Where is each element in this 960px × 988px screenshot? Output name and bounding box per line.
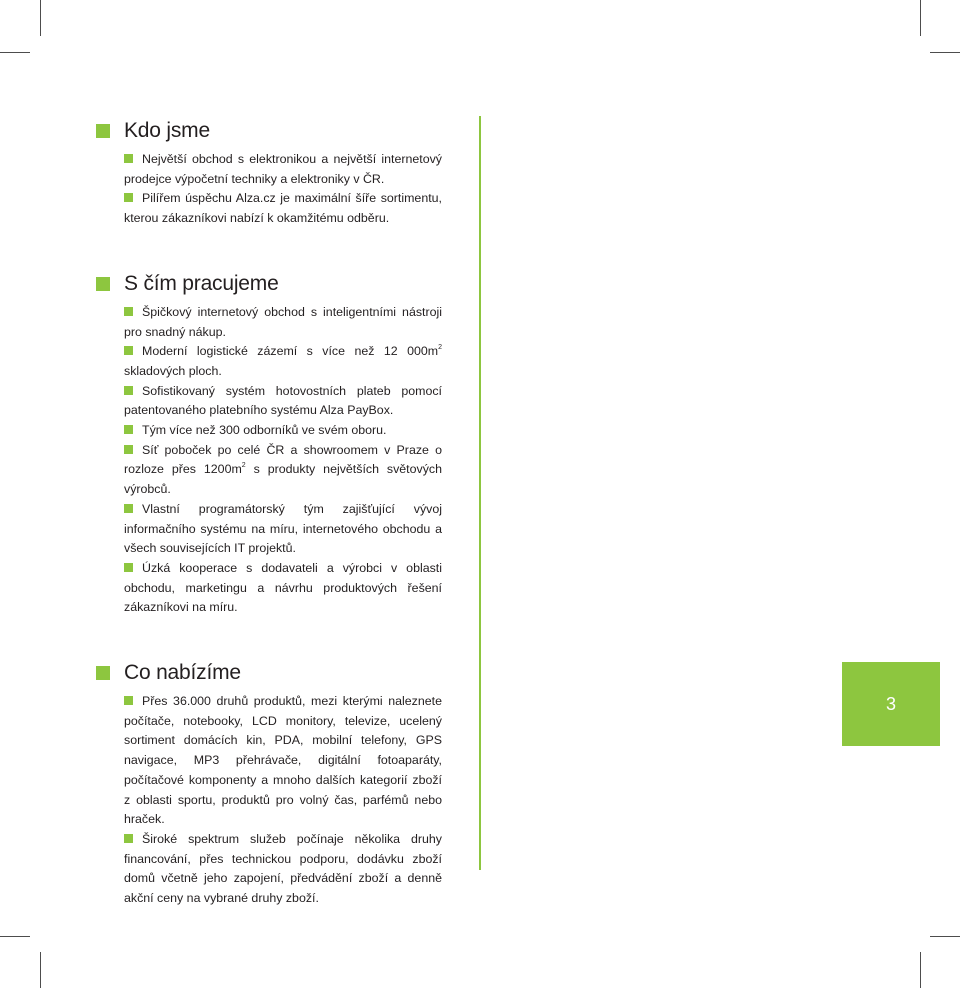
list-item: Tým více než 300 odborníků ve svém oboru.: [124, 421, 442, 441]
list-item: Přes 36.000 druhů produktů, mezi kterými naleznete počítače, notebooky, LCD monitory, televize, ucelený sortiment domácích kin, PDA, mobilní telefony, GPS navigace, MP3 přehrávače, digitální fotoaparáty, počítačové komponenty a mnoho dalších kategorií zboží z oblasti sportu, produktů pro volný čas, parfémů nebo hraček.: [124, 694, 442, 827]
crop-mark-bottom-right-h: [930, 936, 960, 937]
section-kdo-jsme: [96, 116, 442, 229]
square-bullet-icon: [124, 346, 133, 355]
list-item: Sofistikovaný systém hotovostních plateb pomocí patentovaného platebního systému Alza PayBox.: [124, 383, 442, 418]
square-bullet-icon: [124, 307, 133, 316]
vertical-divider: [479, 116, 481, 870]
list-item: Největší obchod s elektronikou a největší internetový prodejce výpočetní techniky a elektroniky v ČR.: [124, 152, 442, 186]
square-bullet-icon: [96, 277, 110, 291]
page-number-tab: [842, 662, 940, 746]
section-co-nabizime: [96, 658, 442, 909]
square-bullet-icon: [124, 834, 133, 843]
list-item: Síť poboček po celé ČR a showroomem v Praze o rozloze přes $1200m^2$ s produkty největších světových výrobců.: [124, 442, 442, 497]
bullet-list: [96, 303, 442, 618]
section-title: Co nabízíme: [124, 661, 241, 685]
crop-mark-top-right: [920, 0, 921, 36]
square-bullet-icon: [124, 154, 133, 163]
section-heading: [96, 658, 442, 688]
bullet-list: [96, 150, 442, 229]
square-bullet-icon: [96, 124, 110, 138]
crop-mark-bottom-right: [920, 952, 921, 988]
list-item: Špičkový internetový obchod s inteligentními nástroji pro snadný nákup.: [124, 304, 442, 339]
list-item: Široké spektrum služeb počínaje několika druhy financování, přes technickou podporu, dodávku zboží domů včetně jeho zapojení, předvádění zboží a denně akční ceny na vybrané druhy zboží.: [124, 831, 442, 906]
square-bullet-icon: [96, 666, 110, 680]
square-bullet-icon: [124, 563, 133, 572]
section-s-cim-pracujeme: [96, 269, 442, 618]
list-item: Pilířem úspěchu Alza.cz je maximální šíře sortimentu, kterou zákazníkovi nabízí k okamžitému odběru.: [124, 191, 442, 226]
square-bullet-icon: [124, 504, 133, 513]
crop-mark-top-left: [40, 0, 41, 36]
square-bullet-icon: [124, 425, 133, 434]
crop-mark-bottom-left-h: [0, 936, 30, 937]
section-title: S čím pracujeme: [124, 271, 279, 295]
list-item: Vlastní programátorský tým zajišťující vývoj informačního systému na míru, internetového obchodu a všech souvisejících IT projektů.: [124, 501, 442, 556]
crop-mark-bottom-left: [40, 952, 41, 988]
section-heading: [96, 269, 442, 299]
square-bullet-icon: [124, 696, 133, 705]
section-heading: [96, 116, 442, 146]
square-bullet-icon: [124, 445, 133, 454]
content-column: [96, 116, 442, 909]
crop-mark-top-right-h: [930, 52, 960, 53]
page-number: 3: [885, 693, 896, 714]
square-bullet-icon: [124, 193, 133, 202]
section-title: Kdo jsme: [124, 119, 210, 142]
crop-mark-top-left-h: [0, 52, 30, 53]
bullet-list: [96, 692, 442, 909]
square-bullet-icon: [124, 386, 133, 395]
list-item: Úzká kooperace s dodavateli a výrobci v oblasti obchodu, marketingu a návrhu produktových řešení zákazníkovi na míru.: [124, 560, 442, 615]
list-item: Moderní logistické zázemí s více než 12 $000m^2$ skladových ploch.: [124, 344, 442, 378]
